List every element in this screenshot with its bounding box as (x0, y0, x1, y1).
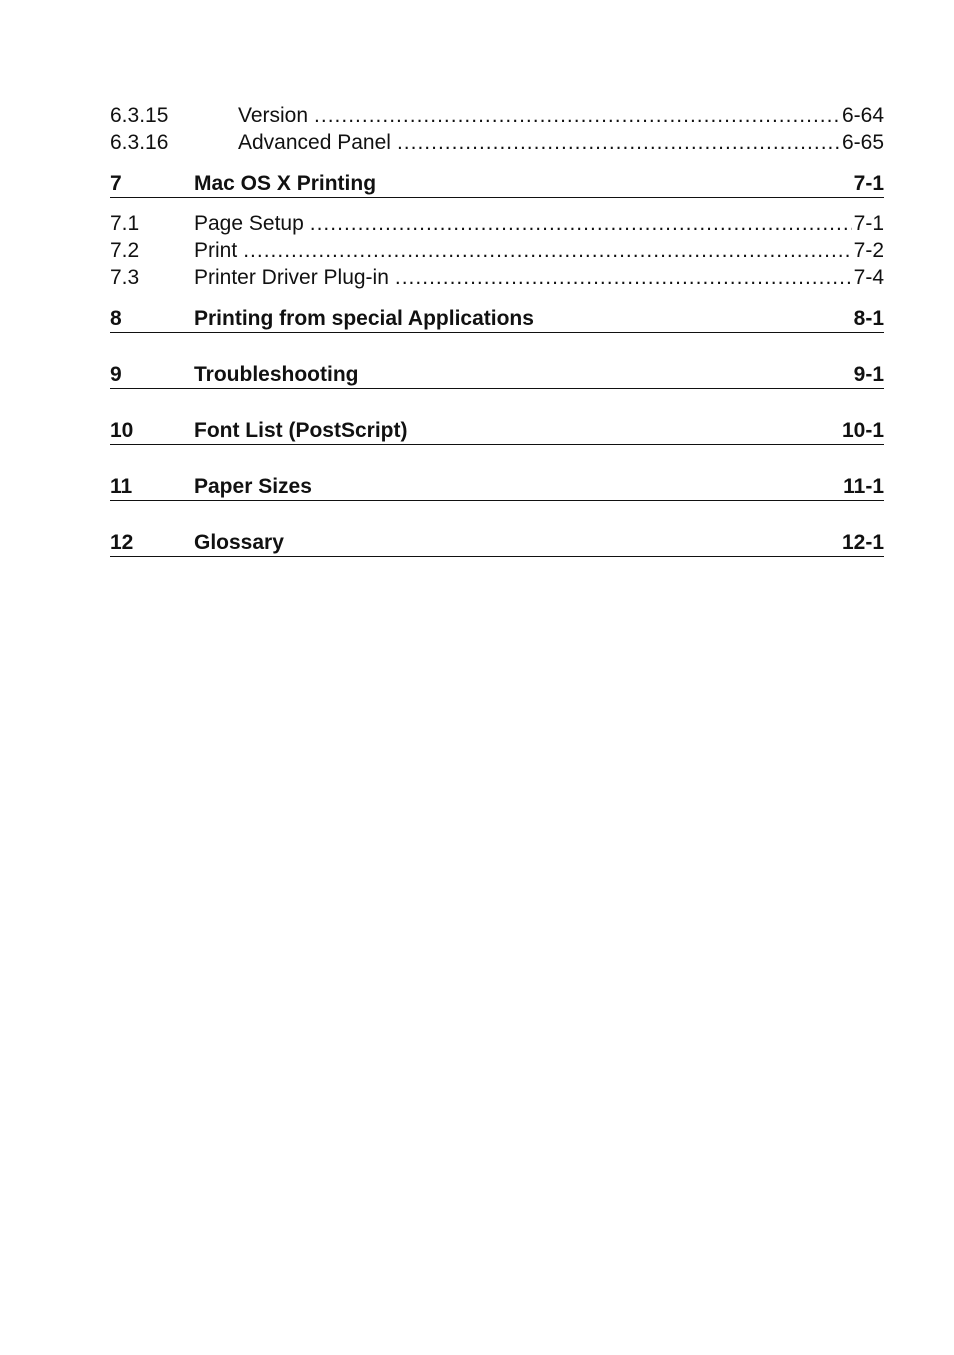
toc-entry-number: 7.1 (110, 212, 140, 235)
toc-chapter-11[interactable] (110, 473, 884, 501)
toc-chapter-page: 7-1 (853, 172, 884, 195)
toc-chapter-title: Mac OS X Printing (194, 172, 377, 195)
toc-entry-6-3-16[interactable] (110, 129, 884, 156)
toc-chapter-page: 12-1 (841, 531, 884, 554)
toc-chapter-12[interactable] (110, 529, 884, 557)
toc-entry-7-1[interactable] (110, 210, 884, 237)
toc-chapter-number: 12 (110, 531, 134, 554)
dot-leader (310, 210, 852, 237)
toc-chapter-title: Troubleshooting (194, 363, 359, 386)
toc-entry-page: 7-2 (853, 239, 884, 262)
toc-entry-page: 6-64 (841, 104, 884, 127)
toc-chapter-number: 11 (110, 475, 133, 498)
toc-chapter-number: 8 (110, 307, 122, 330)
dot-leader (243, 237, 851, 264)
toc-chapter-number: 10 (110, 419, 134, 442)
toc-chapter-10[interactable] (110, 417, 884, 445)
toc-entry-number: 6.3.16 (110, 131, 169, 154)
toc-entry-page: 7-1 (853, 212, 884, 235)
dot-leader (314, 102, 840, 129)
toc-chapter-page: 8-1 (853, 307, 884, 330)
toc-chapter-title: Glossary (194, 531, 284, 554)
toc-entry-7-3[interactable] (110, 264, 884, 291)
toc-entry-title: Version (238, 104, 309, 127)
toc-chapter-number: 9 (110, 363, 122, 386)
toc-chapter-page: 9-1 (853, 363, 884, 386)
toc-entry-title: Advanced Panel (238, 131, 391, 154)
toc-entry-page: 7-4 (853, 266, 884, 289)
toc-entry-6-3-15[interactable] (110, 102, 884, 129)
toc-entry-7-2[interactable] (110, 237, 884, 264)
toc-chapter-title: Printing from special Applications (194, 307, 534, 330)
toc-chapter-number: 7 (110, 172, 122, 195)
table-of-contents (110, 102, 884, 557)
toc-entry-number: 7.2 (110, 239, 140, 262)
toc-chapter-title: Font List (PostScript) (194, 419, 408, 442)
dot-leader (397, 129, 840, 156)
toc-entry-title: Printer Driver Plug-in (194, 266, 389, 289)
toc-chapter-7[interactable] (110, 170, 884, 198)
toc-chapter-page: 11-1 (843, 475, 884, 498)
toc-chapter-8[interactable] (110, 305, 884, 333)
dot-leader (395, 264, 852, 291)
toc-chapter-title: Paper Sizes (194, 475, 312, 498)
toc-entry-title: Print (194, 239, 238, 262)
toc-entry-number: 7.3 (110, 266, 140, 289)
toc-entry-number: 6.3.15 (110, 104, 169, 127)
toc-entry-page: 6-65 (841, 131, 884, 154)
toc-chapter-page: 10-1 (841, 419, 884, 442)
toc-chapter-9[interactable] (110, 361, 884, 389)
toc-entry-title: Page Setup (194, 212, 304, 235)
